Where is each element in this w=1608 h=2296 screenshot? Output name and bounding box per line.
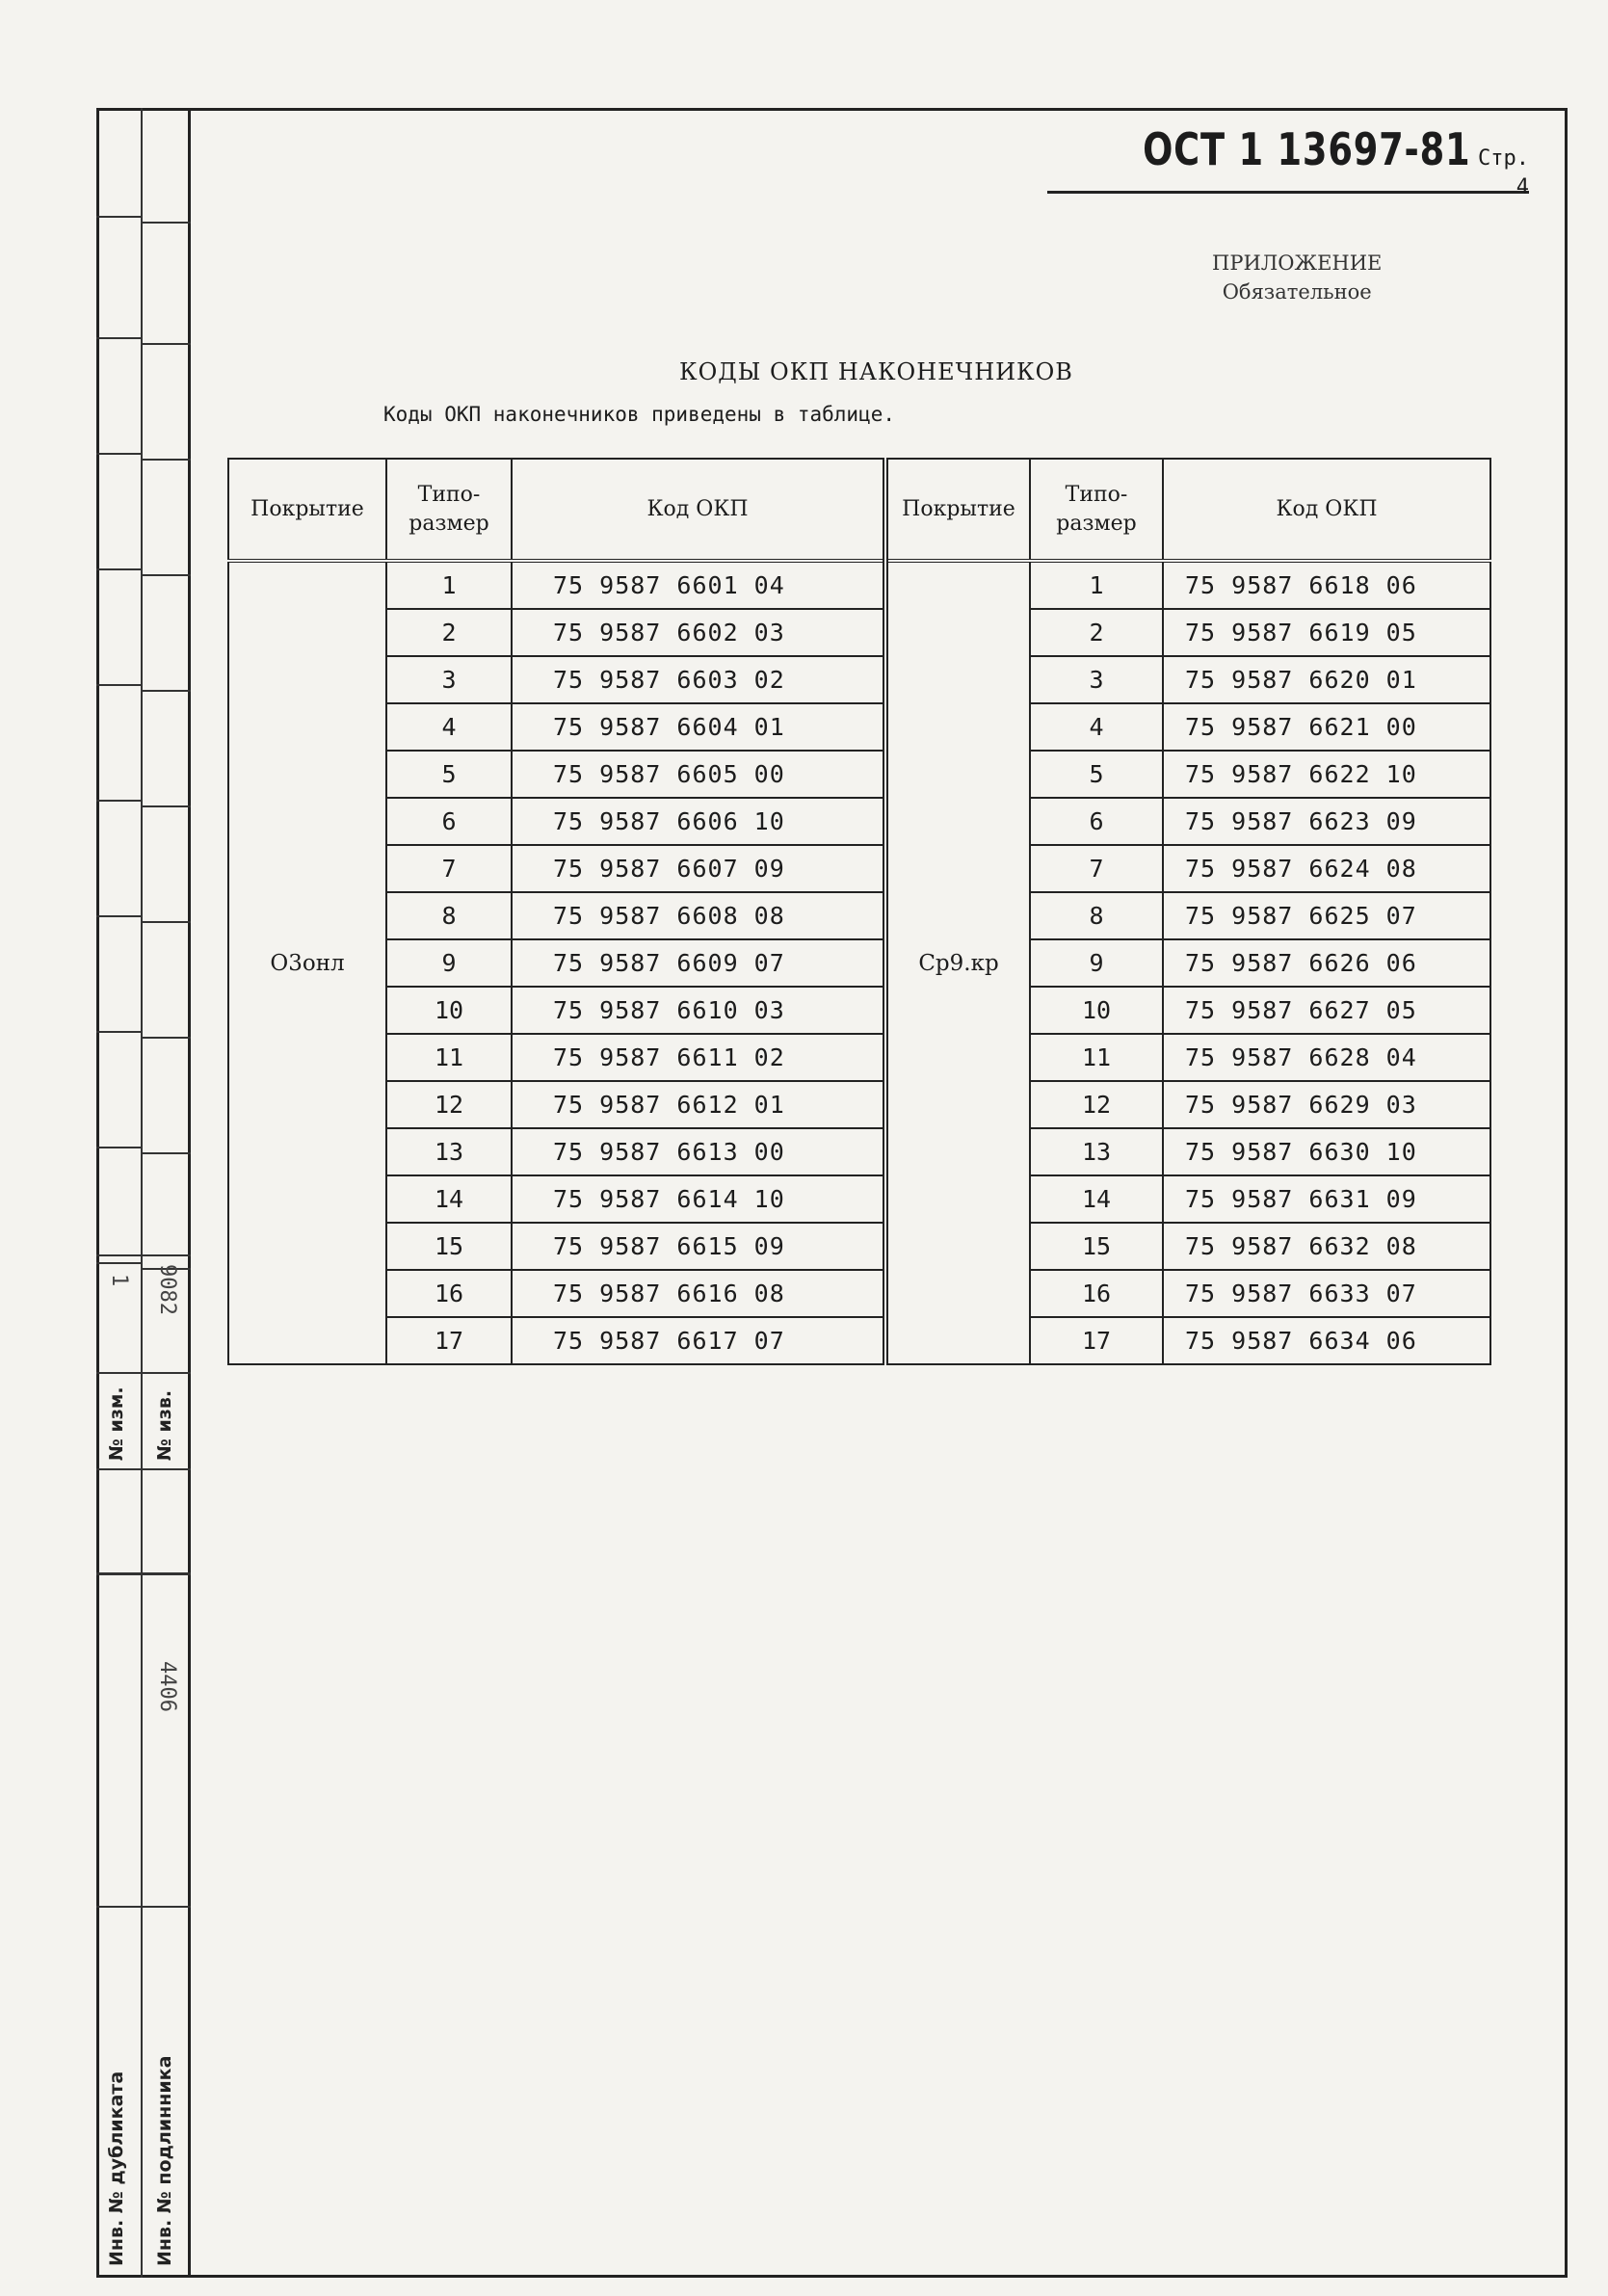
size-cell: 5: [1030, 751, 1163, 798]
strip-line: [96, 1906, 191, 1908]
okp-code-cell: 75 9587 6616 08: [512, 1270, 885, 1317]
strip-line: [141, 1037, 191, 1039]
size-cell: 3: [1030, 656, 1163, 703]
okp-code-cell: 75 9587 6630 10: [1163, 1128, 1490, 1175]
strip-line: [141, 222, 191, 224]
strip-line: [96, 915, 141, 917]
side-strip: [96, 108, 191, 2278]
size-cell: 16: [1030, 1270, 1163, 1317]
size-cell: 2: [386, 609, 512, 656]
size-cell: 8: [1030, 892, 1163, 939]
right-coating-cell: Ср9.кр: [885, 561, 1030, 1364]
size-cell: 13: [1030, 1128, 1163, 1175]
okp-code-cell: 75 9587 6607 09: [512, 845, 885, 892]
size-cell: 11: [1030, 1034, 1163, 1081]
okp-code-cell: 75 9587 6608 08: [512, 892, 885, 939]
page-number: Стр. 4: [1478, 146, 1529, 199]
size-cell: 6: [386, 798, 512, 845]
change-number-value: 1: [107, 1274, 131, 1287]
header-size: [1030, 459, 1163, 561]
strip-line: [96, 1031, 141, 1033]
okp-code-cell: 75 9587 6633 07: [1163, 1270, 1490, 1317]
size-cell: 9: [386, 939, 512, 987]
size-cell: 11: [386, 1034, 512, 1081]
header-coating: Покрытие: [228, 459, 386, 561]
okp-code-cell: 75 9587 6618 06: [1163, 561, 1490, 609]
size-cell: 1: [1030, 561, 1163, 609]
original-inventory-label: Инв. № подлинника: [154, 2055, 175, 2266]
strip-line: [96, 1372, 191, 1374]
okp-code-cell: 75 9587 6609 07: [512, 939, 885, 987]
strip-line: [141, 343, 191, 345]
strip-line: [141, 574, 191, 576]
okp-code-cell: 75 9587 6626 06: [1163, 939, 1490, 987]
strip-line: [96, 337, 141, 339]
okp-code-cell: 75 9587 6620 01: [1163, 656, 1490, 703]
table-row: [228, 1317, 1490, 1364]
okp-code-cell: 75 9587 6615 09: [512, 1223, 885, 1270]
header-code: Код ОКП: [1163, 459, 1490, 561]
table-row: [228, 1034, 1490, 1081]
strip-line: [96, 1262, 141, 1264]
okp-code-cell: 75 9587 6604 01: [512, 703, 885, 751]
size-cell: 4: [1030, 703, 1163, 751]
okp-code-cell: 75 9587 6634 06: [1163, 1317, 1490, 1364]
okp-code-cell: 75 9587 6606 10: [512, 798, 885, 845]
size-cell: 15: [386, 1223, 512, 1270]
table-header-row: [228, 459, 1490, 561]
okp-code-cell: 75 9587 6601 04: [512, 561, 885, 609]
okp-code-cell: 75 9587 6629 03: [1163, 1081, 1490, 1128]
okp-code-cell: 75 9587 6605 00: [512, 751, 885, 798]
strip-line: [96, 800, 141, 802]
notice-number-value: 9082: [155, 1264, 179, 1315]
table-row: [228, 1128, 1490, 1175]
size-cell: 15: [1030, 1223, 1163, 1270]
table-row: [228, 892, 1490, 939]
header-size-line2: размер: [409, 511, 489, 536]
size-cell: 1: [386, 561, 512, 609]
strip-line: [96, 1468, 191, 1470]
appendix-label: ПРИЛОЖЕНИЕ: [1212, 251, 1383, 275]
okp-code-cell: 75 9587 6610 03: [512, 987, 885, 1034]
okp-code-cell: 75 9587 6611 02: [512, 1034, 885, 1081]
size-cell: 9: [1030, 939, 1163, 987]
size-cell: 10: [386, 987, 512, 1034]
table-row: [228, 1270, 1490, 1317]
size-cell: 7: [386, 845, 512, 892]
change-number-label: № изм.: [106, 1386, 127, 1461]
table-row: [228, 939, 1490, 987]
table-row: [228, 656, 1490, 703]
section-title: КОДЫ ОКП НАКОНЕЧНИКОВ: [679, 358, 1073, 385]
okp-code-cell: 75 9587 6614 10: [512, 1175, 885, 1223]
strip-line: [141, 921, 191, 923]
table-row: [228, 798, 1490, 845]
intro-text: Коды ОКП наконечников приведены в таблице.: [383, 403, 896, 426]
notice-number-label: № изв.: [154, 1389, 175, 1461]
document-header: [1047, 123, 1529, 199]
strip-line: [96, 684, 141, 686]
size-cell: 17: [386, 1317, 512, 1364]
header-size: [386, 459, 512, 561]
okp-code-cell: 75 9587 6619 05: [1163, 609, 1490, 656]
strip-line: [96, 1254, 191, 1256]
header-code: Код ОКП: [512, 459, 885, 561]
size-cell: 14: [1030, 1175, 1163, 1223]
size-cell: 3: [386, 656, 512, 703]
table-row: [228, 703, 1490, 751]
document-number: ОСТ 1 13697-81: [1142, 123, 1471, 175]
okp-codes-table: [227, 458, 1491, 1365]
strip-line: [96, 216, 141, 218]
strip-line: [141, 1152, 191, 1154]
size-cell: 14: [386, 1175, 512, 1223]
strip-divider: [141, 108, 143, 2278]
header-size-line2: размер: [1056, 511, 1137, 536]
strip-line: [96, 568, 141, 570]
size-cell: 12: [1030, 1081, 1163, 1128]
original-inventory-value: 4406: [155, 1661, 179, 1712]
size-cell: 2: [1030, 609, 1163, 656]
strip-line: [141, 690, 191, 692]
okp-code-cell: 75 9587 6628 04: [1163, 1034, 1490, 1081]
okp-code-cell: 75 9587 6613 00: [512, 1128, 885, 1175]
table-row: [228, 609, 1490, 656]
header-size-line1: Типо-: [1065, 482, 1128, 507]
table-row: [228, 845, 1490, 892]
header-coating: Покрытие: [885, 459, 1030, 561]
table-row: [228, 987, 1490, 1034]
table-row: [228, 1223, 1490, 1270]
size-cell: 12: [386, 1081, 512, 1128]
size-cell: 10: [1030, 987, 1163, 1034]
okp-code-cell: 75 9587 6623 09: [1163, 798, 1490, 845]
okp-code-cell: 75 9587 6612 01: [512, 1081, 885, 1128]
duplicate-inventory-label: Инв. № дубликата: [106, 2071, 127, 2266]
size-cell: 16: [386, 1270, 512, 1317]
size-cell: 7: [1030, 845, 1163, 892]
left-coating-cell: О3онл: [228, 561, 386, 1364]
okp-code-cell: 75 9587 6624 08: [1163, 845, 1490, 892]
okp-code-cell: 75 9587 6627 05: [1163, 987, 1490, 1034]
table-row: [228, 561, 1490, 609]
strip-line: [96, 1572, 191, 1575]
size-cell: 6: [1030, 798, 1163, 845]
appendix-block: [1212, 249, 1382, 306]
okp-code-cell: 75 9587 6621 00: [1163, 703, 1490, 751]
size-cell: 17: [1030, 1317, 1163, 1364]
strip-line: [141, 805, 191, 807]
okp-code-cell: 75 9587 6632 08: [1163, 1223, 1490, 1270]
okp-code-cell: 75 9587 6603 02: [512, 656, 885, 703]
okp-code-cell: 75 9587 6631 09: [1163, 1175, 1490, 1223]
size-cell: 5: [386, 751, 512, 798]
okp-code-cell: 75 9587 6602 03: [512, 609, 885, 656]
table-row: [228, 751, 1490, 798]
header-size-line1: Типо-: [417, 482, 481, 507]
okp-code-cell: 75 9587 6625 07: [1163, 892, 1490, 939]
strip-line: [96, 453, 141, 455]
okp-code-cell: 75 9587 6622 10: [1163, 751, 1490, 798]
strip-line: [141, 459, 191, 461]
size-cell: 4: [386, 703, 512, 751]
okp-code-cell: 75 9587 6617 07: [512, 1317, 885, 1364]
strip-line: [96, 1147, 141, 1148]
table-row: [228, 1175, 1490, 1223]
appendix-status: Обязательное: [1222, 280, 1372, 303]
size-cell: 8: [386, 892, 512, 939]
size-cell: 13: [386, 1128, 512, 1175]
table-row: [228, 1081, 1490, 1128]
